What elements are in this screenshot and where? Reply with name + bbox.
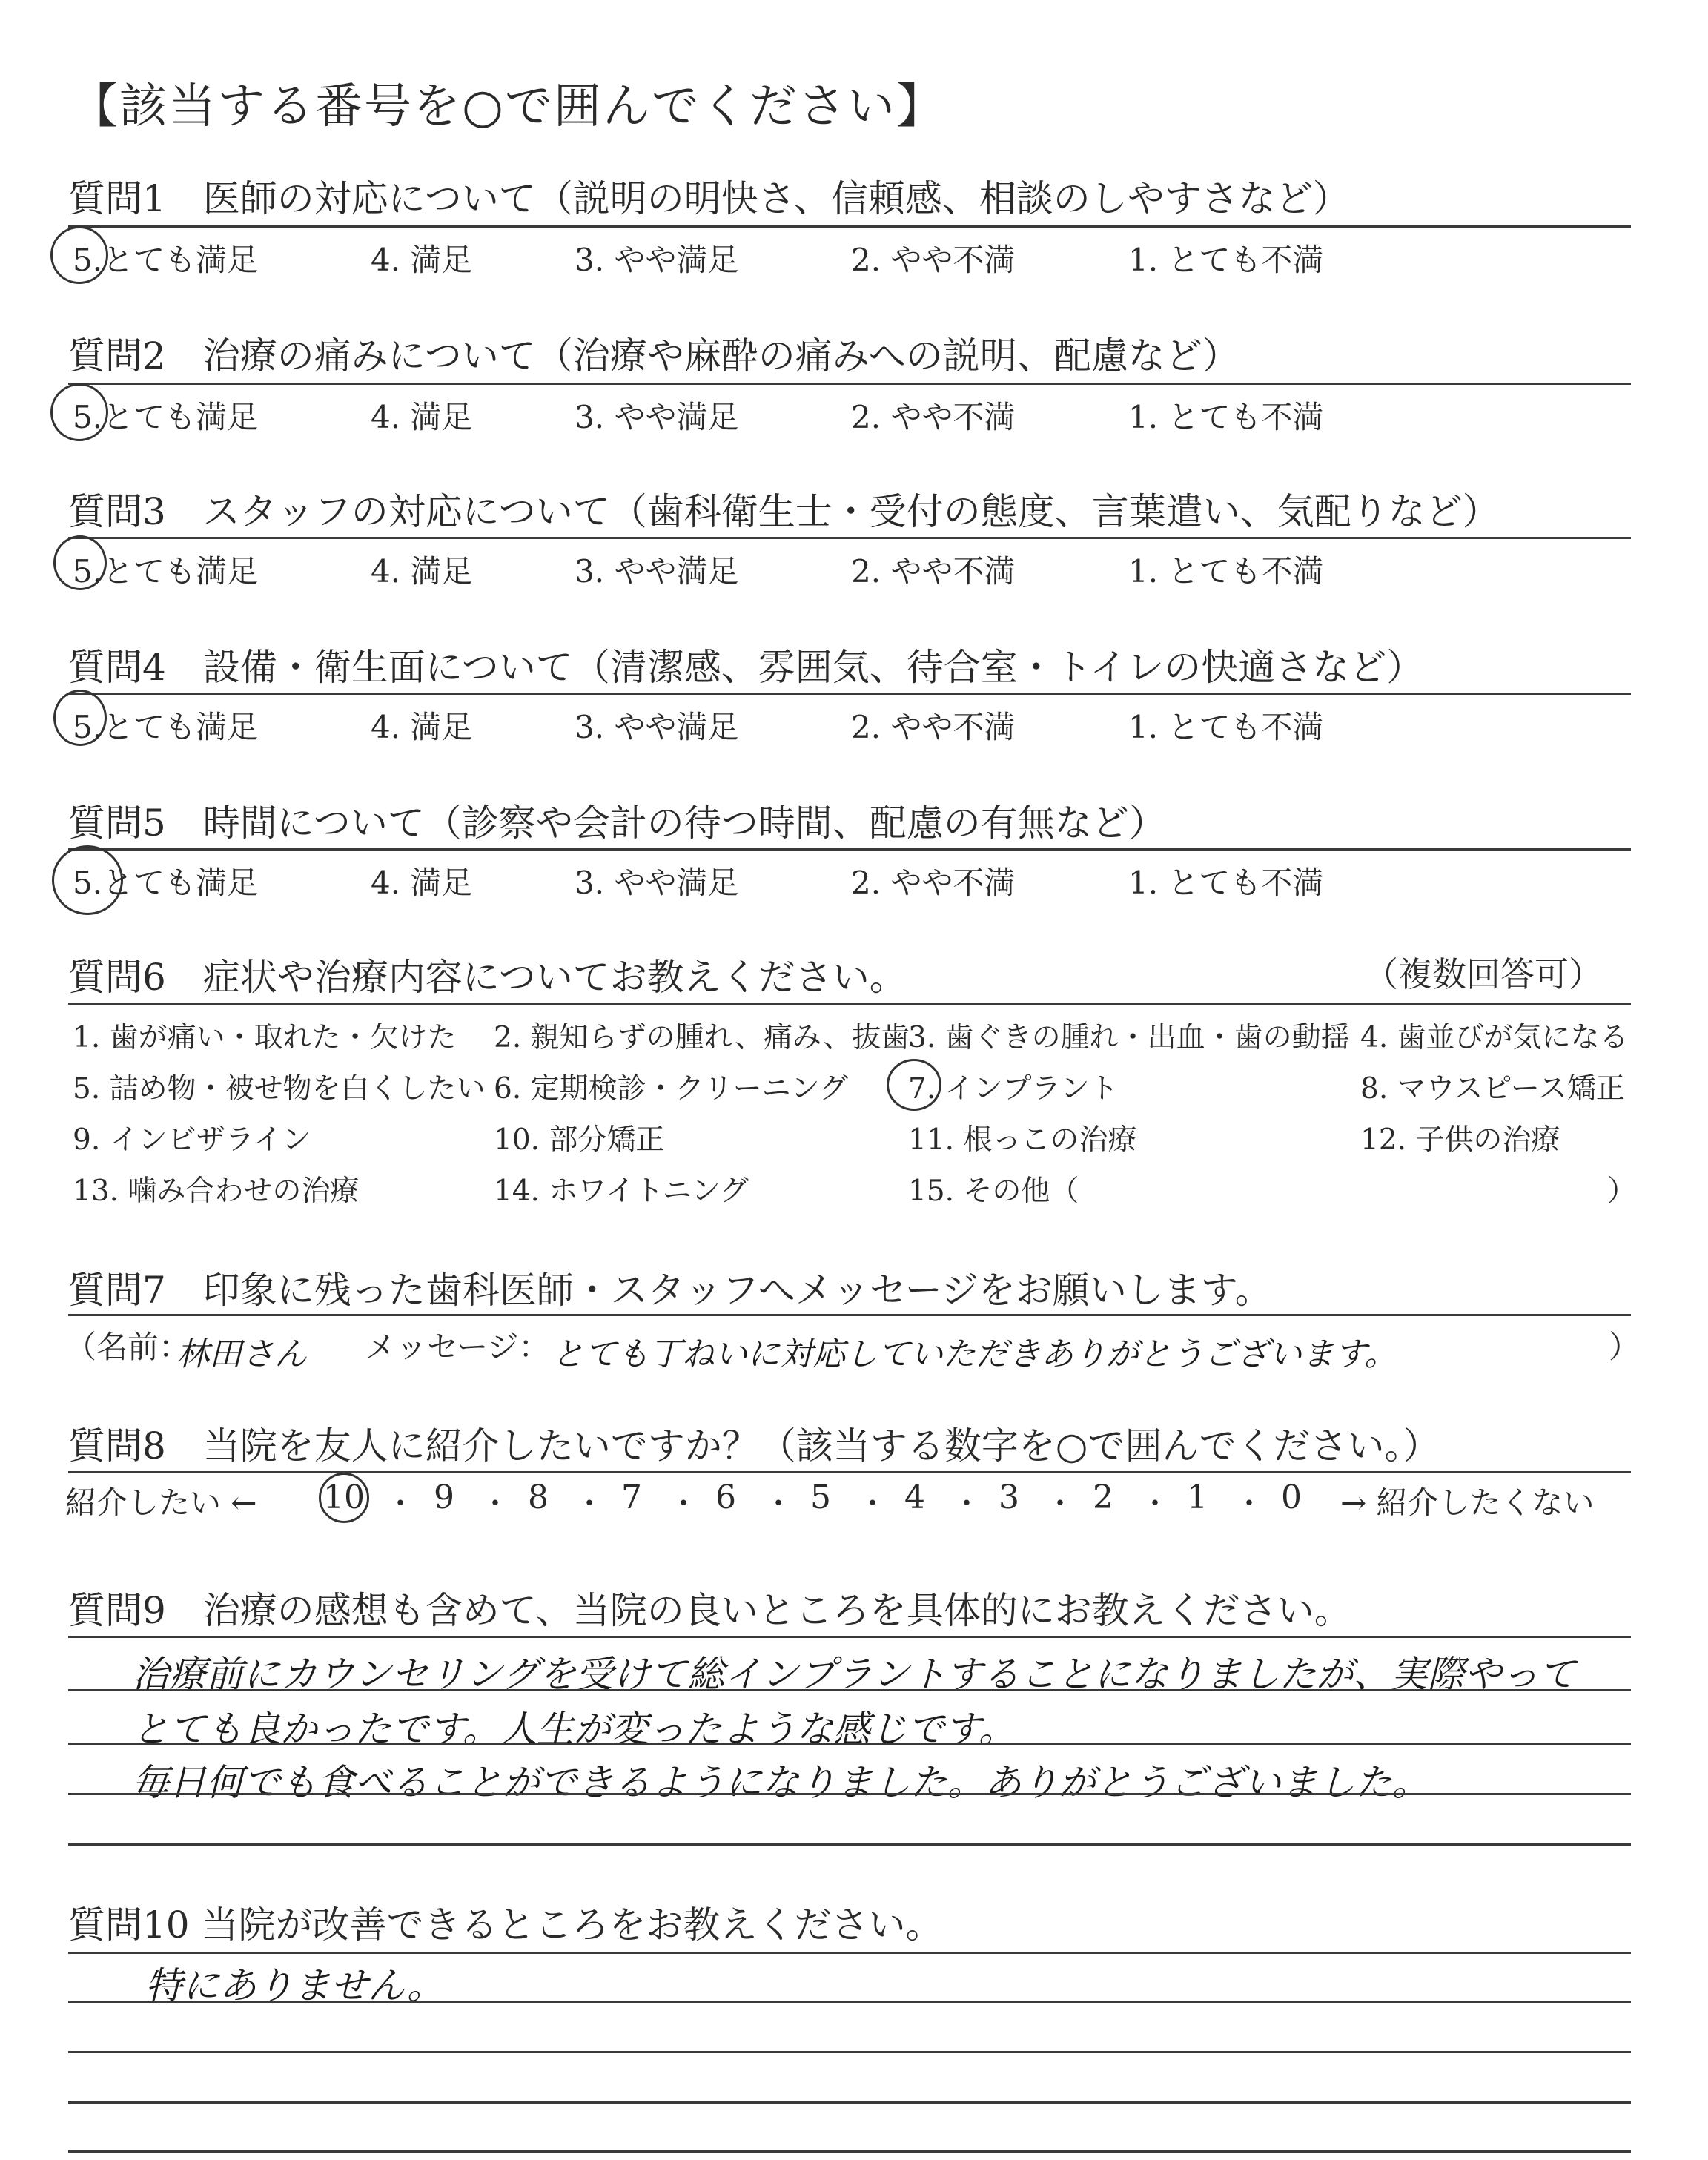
answer-line: [68, 1689, 1631, 1691]
q6-option-14[interactable]: 14. ホワイトニング: [494, 1175, 749, 1208]
answer-line: [68, 2001, 1631, 2003]
rating-option-5[interactable]: 5.とても満足: [73, 399, 259, 435]
question-7-rule: [68, 1314, 1631, 1316]
rating-option-1[interactable]: 1. とても不満: [1128, 709, 1324, 745]
message-handwritten: とても丁ねいに対応していただきありがとうございます。: [552, 1335, 1397, 1373]
question-4-heading: 質問4 設備・衛生面について（清潔感、雰囲気、待合室・トイレの快適さなど）: [68, 646, 1424, 689]
answer-line: [68, 2150, 1631, 2153]
rating-option-5[interactable]: 5.とても満足: [73, 242, 259, 278]
rating-option-5[interactable]: 5.とても満足: [73, 865, 259, 901]
answer-line: [68, 1743, 1631, 1745]
rating-option-3[interactable]: 3. やや満足: [575, 553, 739, 589]
name-handwritten: 林田さん: [176, 1335, 307, 1373]
question-2-rule: [68, 383, 1631, 385]
q6-option-11[interactable]: 11. 根っこの治療: [908, 1123, 1137, 1157]
scale-separator: ・: [1140, 1487, 1170, 1521]
q6-option-1[interactable]: 1. 歯が痛い・取れた・欠けた: [73, 1021, 457, 1054]
message-close: ）: [1609, 1329, 1641, 1365]
question-10-heading: 質問10 当院が改善できるところをお教えください。: [68, 1903, 943, 1946]
scale-number[interactable]: 3: [999, 1479, 1019, 1516]
question-6-rule: [68, 1003, 1631, 1005]
rating-option-4[interactable]: 4. 満足: [371, 553, 473, 589]
q6-option-2[interactable]: 2. 親知らずの腫れ、痛み、抜歯: [494, 1021, 910, 1054]
q6-option-6[interactable]: 6. 定期検診・クリーニング: [494, 1072, 848, 1106]
question-8-rule: [68, 1471, 1631, 1473]
scale-separator: ・: [669, 1487, 698, 1521]
rating-option-1[interactable]: 1. とても不満: [1128, 242, 1324, 278]
scale-separator: ・: [385, 1487, 415, 1521]
rating-option-3[interactable]: 3. やや満足: [575, 399, 739, 435]
q6-option-7[interactable]: 7. インプラント: [908, 1072, 1119, 1106]
scale-number[interactable]: 4: [904, 1479, 925, 1516]
question-2-heading: 質問2 治療の痛みについて（治療や麻酔の痛みへの説明、配慮など）: [68, 334, 1239, 377]
rating-option-4[interactable]: 4. 満足: [371, 865, 473, 901]
scale-separator: ・: [1045, 1487, 1075, 1521]
question-1-rule: [68, 225, 1631, 228]
rating-option-3[interactable]: 3. やや満足: [575, 865, 739, 901]
rating-option-3[interactable]: 3. やや満足: [575, 242, 739, 278]
rating-option-5[interactable]: 5.とても満足: [73, 553, 259, 589]
scale-number[interactable]: 6: [715, 1479, 736, 1516]
rating-option-2[interactable]: 2. やや不満: [851, 553, 1016, 589]
rating-option-4[interactable]: 4. 満足: [371, 399, 473, 435]
rating-option-1[interactable]: 1. とても不満: [1128, 865, 1324, 901]
question-5-rule: [68, 848, 1631, 851]
scale-number[interactable]: 8: [528, 1479, 549, 1516]
scale-number[interactable]: 1: [1187, 1479, 1208, 1516]
rating-option-4[interactable]: 4. 満足: [371, 242, 473, 278]
scale-right-label: → 紹介したくない: [1340, 1484, 1595, 1521]
q6-option-3[interactable]: 3. 歯ぐきの腫れ・出血・歯の動揺: [908, 1021, 1350, 1054]
question-9-rule: [68, 1636, 1631, 1638]
rating-option-2[interactable]: 2. やや不満: [851, 242, 1016, 278]
rating-option-4[interactable]: 4. 満足: [371, 709, 473, 745]
scale-number[interactable]: 10: [323, 1479, 365, 1516]
q6-option-13[interactable]: 13. 噛み合わせの治療: [73, 1175, 360, 1208]
q6-option-5[interactable]: 5. 詰め物・被せ物を白くしたい: [73, 1072, 486, 1106]
scale-separator: ・: [480, 1487, 510, 1521]
scale-separator: ・: [858, 1487, 887, 1521]
question-5-heading: 質問5 時間について（診察や会計の待つ時間、配慮の有無など）: [68, 802, 1166, 845]
page-title: 【該当する番号を○で囲んでください】: [70, 79, 945, 134]
q6-option-12[interactable]: 12. 子供の治療: [1360, 1123, 1560, 1157]
scale-number[interactable]: 0: [1281, 1479, 1302, 1516]
scale-number[interactable]: 9: [434, 1479, 454, 1516]
q9-answer-line-2: とても良かったです。人生が変ったような感じです。: [132, 1708, 1016, 1751]
question-6-heading: 質問6 症状や治療内容についてお教えください。: [68, 956, 907, 999]
scale-left-label: 紹介したい ←: [65, 1484, 257, 1521]
question-3-heading: 質問3 スタッフの対応について（歯科衛生士・受付の態度、言葉遣い、気配りなど）: [68, 490, 1500, 533]
answer-line: [68, 2051, 1631, 2053]
question-4-rule: [68, 693, 1631, 695]
q9-answer-line-3: 毎日何でも食べることができるようになりました。ありがとうございました。: [132, 1761, 1429, 1804]
question-9-heading: 質問9 治療の感想も含めて、当院の良いところを具体的にお教えください。: [68, 1589, 1351, 1632]
q6-option-8[interactable]: 8. マウスピース矯正: [1360, 1072, 1625, 1106]
rating-option-3[interactable]: 3. やや満足: [575, 709, 739, 745]
scale-number[interactable]: 2: [1093, 1479, 1113, 1516]
question-7-heading: 質問7 印象に残った歯科医師・スタッフへメッセージをお願いします。: [68, 1269, 1272, 1312]
answer-line: [68, 1843, 1631, 1846]
multiple-answer-note: （複数回答可）: [1364, 954, 1603, 994]
scale-separator: ・: [952, 1487, 982, 1521]
question-10-rule: [68, 1952, 1631, 1954]
scale-number[interactable]: 5: [810, 1479, 831, 1516]
scale-number[interactable]: 7: [621, 1479, 642, 1516]
name-label: （名前：: [65, 1329, 191, 1365]
rating-option-2[interactable]: 2. やや不満: [851, 399, 1016, 435]
q6-option-4[interactable]: 4. 歯並びが気になる: [1360, 1021, 1629, 1054]
rating-option-1[interactable]: 1. とても不満: [1128, 553, 1324, 589]
answer-line: [68, 1793, 1631, 1795]
q9-answer-line-1: 治療前にカウンセリングを受けて総インプラントすることになりましたが、実際やって: [132, 1653, 1576, 1696]
rating-option-1[interactable]: 1. とても不満: [1128, 399, 1324, 435]
scale-separator: ・: [1234, 1487, 1264, 1521]
q6-option-15[interactable]: 15. その他（: [908, 1175, 1079, 1208]
scale-separator: ・: [575, 1487, 604, 1521]
question-8-heading: 質問8 当院を友人に紹介したいですか？（該当する数字を○で囲んでください。）: [68, 1424, 1440, 1467]
q10-answer: 特にありません。: [145, 1964, 444, 2007]
q6-option-10[interactable]: 10. 部分矯正: [494, 1123, 665, 1157]
scale-separator: ・: [764, 1487, 793, 1521]
message-label: メッセージ：: [365, 1329, 550, 1365]
rating-option-2[interactable]: 2. やや不満: [851, 709, 1016, 745]
q6-other-close: ）: [1607, 1175, 1637, 1208]
rating-option-5[interactable]: 5.とても満足: [73, 709, 259, 745]
answer-line: [68, 2101, 1631, 2104]
q6-option-9[interactable]: 9. インビザライン: [73, 1123, 311, 1157]
question-1-heading: 質問1 医師の対応について（説明の明快さ、信頼感、相談のしやすさなど）: [68, 177, 1350, 220]
rating-option-2[interactable]: 2. やや不満: [851, 865, 1016, 901]
question-3-rule: [68, 537, 1631, 539]
